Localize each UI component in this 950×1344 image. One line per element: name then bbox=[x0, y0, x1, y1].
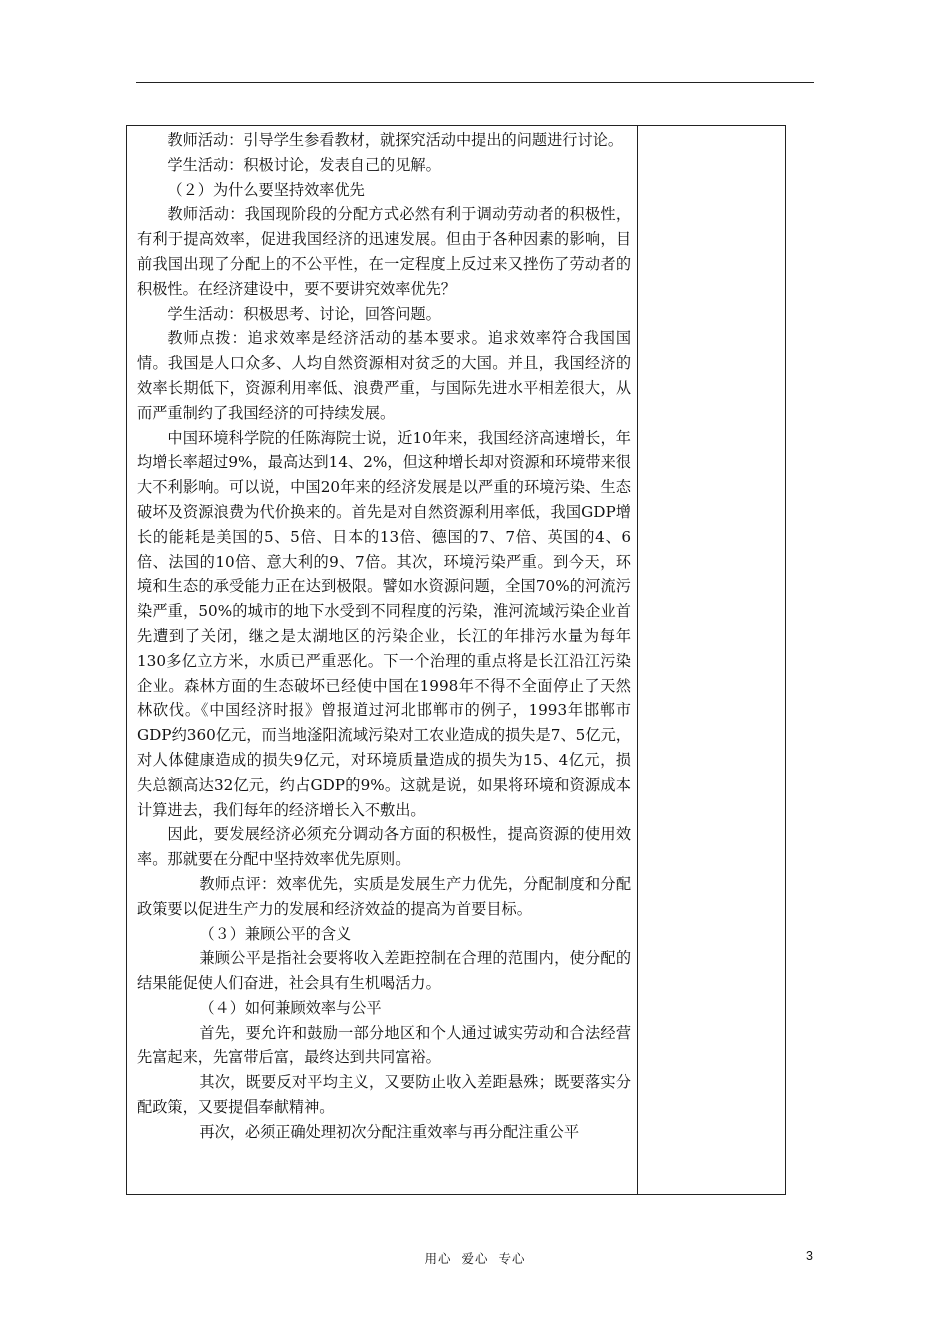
lesson-content-cell bbox=[137, 128, 631, 1145]
page-number: 3 bbox=[806, 1249, 813, 1263]
paragraph: 学生活动：积极思考、讨论，回答问题。 bbox=[167, 304, 441, 323]
paragraph: 因此，要发展经济必须充分调动各方面的积极性，提高资源的使用效率。那就要在分配中坚持效率优先原则。 bbox=[137, 825, 631, 869]
section-heading: （２）为什么要坚持效率优先 bbox=[167, 180, 365, 199]
header-rule bbox=[136, 82, 814, 83]
paragraph: 首先，要允许和鼓励一部分地区和个人通过诚实劳动和合法经营先富起来，先富带后富，最终达到共同富裕。 bbox=[137, 1023, 631, 1067]
page-footer: 用心 爱心 专心 bbox=[424, 1251, 526, 1266]
paragraph: 学生活动：积极讨论，发表自己的见解。 bbox=[167, 155, 441, 174]
paragraph: 其次，既要反对平均主义，又要防止收入差距悬殊；既要落实分配政策，又要提倡奉献精神。 bbox=[137, 1073, 631, 1117]
paragraph: 中国环境科学院的任陈海院士说，近10年来，我国经济高速增长，年均增长率超过9%，最高达到14、2%，但这种增长却对资源和环境带来很大不利影响。可以说，中国20年来的经济发展是以严重的环境污染、生态破坏及资源浪费为代价换来的。首先是对自然资源利用率低，我国GDP增长的能耗是美国的5、5倍、日本的13倍、德国的7、7倍、英国的4、6倍、法国的10倍、意大利的9、7倍。其次，环境污染严重。到今天，环境和生态的承受能力正在达到极限。譬如水资源问题，全国70%的河流污染严重，50%的城市的地下水受到不同程度的污染，淮河流域污染企业首先遭到了关闭，继之是太湖地区的污染企业，长江的年排污水量为每年130多亿立方米，水质已严重恶化。下一个治理的重点将是长江沿江污染企业。森林方面的生态破坏已经使中国在1998年不得不全面停止了天然林砍伐。《中国经济时报》曾报道过河北邯郸市的例子，1993年邯郸市GDP约360亿元，而当地滏阳流域污染对工农业造成的损失是7、5亿元，对人体健康造成的损失9亿元，对环境质量造成的损失为15、4亿元，损失总额高达32亿元，约占GDP的9%。这就是说，如果将环境和资源成本计算进去，我们每年的经济增长入不敷出。 bbox=[137, 428, 631, 819]
table-column-divider bbox=[637, 125, 638, 1195]
section-heading: （４）如何兼顾效率与公平 bbox=[199, 998, 382, 1017]
paragraph: 兼顾公平是指社会要将收入差距控制在合理的范围内，使分配的结果能促使人们奋进，社会具有生机喝活力。 bbox=[137, 949, 631, 993]
paragraph: 教师点评：效率优先，实质是发展生产力优先，分配制度和分配政策要以促进生产力的发展和经济效益的提高为首要目标。 bbox=[137, 874, 631, 918]
section-heading: （３）兼顾公平的含义 bbox=[199, 924, 352, 943]
paragraph: 教师活动：引导学生参看教材，就探究活动中提出的问题进行讨论。 bbox=[167, 131, 624, 149]
paragraph: 再次，必须正确处理初次分配注重效率与再分配注重公平 bbox=[199, 1122, 579, 1141]
paragraph: 教师活动：我国现阶段的分配方式必然有利于调动劳动者的积极性，有利于提高效率，促进我国经济的迅速发展。但由于各种因素的影响，目前我国出现了分配上的不公平性，在一定程度上反过来又挫伤了劳动者的积极性。在经济建设中，要不要讲究效率优先？ bbox=[137, 205, 631, 298]
paragraph: 教师点拨：追求效率是经济活动的基本要求。追求效率符合我国国情。我国是人口众多、人均自然资源相对贫乏的大国。并且，我国经济的效率长期低下，资源利用率低、浪费严重，与国际先进水平相差很大，从而严重制约了我国经济的可持续发展。 bbox=[137, 329, 631, 422]
